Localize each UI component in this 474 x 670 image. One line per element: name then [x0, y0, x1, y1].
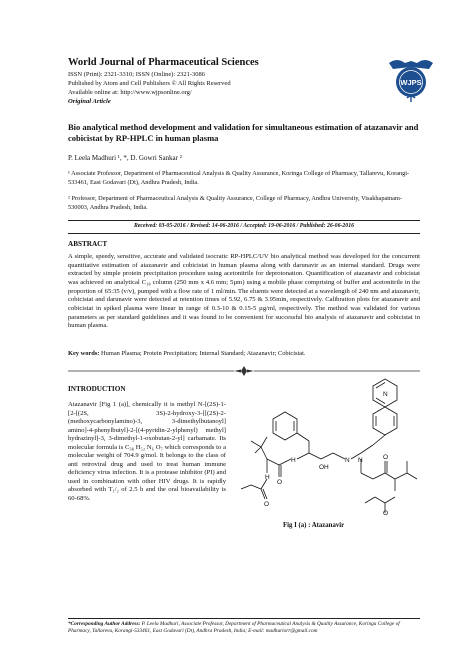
figure-caption: Fig I (a) : Atazanavir: [283, 522, 345, 529]
footnote-text: P. Leela Madhuri, Associate Professor, Department of Pharmaceutical Analysis & Quality Assurance, Koringa College of Pharmacy, Tallarevu, Korangi-533461, East Godavari (Dt), Andhra Pradesh, India; E-mail: madhuriorr@gmail.com: [68, 621, 400, 635]
atom-o-right: O: [383, 454, 389, 461]
atazanavir-structure: [235, 375, 425, 515]
atom-n-hydrazine-2: N: [358, 457, 363, 464]
footnote-rule: [68, 618, 420, 619]
corresponding-author-note: [68, 621, 420, 636]
footnote-label: *Corresponding Author Address:: [68, 621, 141, 627]
article-title: Bio analytical method development and validation for simultaneous estimation of atazanavir and cobicistat by RP-HPLC in human plasma: [68, 122, 419, 143]
dates-rule-bottom: [68, 233, 420, 234]
atom-o-carbonyl: O: [277, 479, 283, 486]
atom-n-hydrazine: N: [345, 457, 350, 464]
affiliation-1: ¹ Associate Professor, Department of Pharmaceutical Analysis & Quality Assurance, Koringa College of Pharmacy, Tallarevu, Korangi-533461, East Godavari (Dt), Andhra Pradesh, India.: [68, 170, 410, 186]
availability-line: Available online at: http://www.wjpsonline.org/: [68, 89, 192, 96]
journal-logo: [385, 55, 437, 103]
introduction-text: Atazanavir [Fig 1 (a)], chemically it is methyl N-[(2S)-1-[2-[(2S, 3S)-2-hydroxy-3-[[(2S)-2-(methoxycarbonylamino)-3, 3-dimethylbutanoyl] amino]-4-phenylbutyl]-2-[(4-pyridin-2-ylphenyl) methyl] hydrazinyl]-3, 3-dimethyl-1-oxobutan-2-yl] carbamate. Its molecular formula is C₃₈ H₅₂ N₆ O₇ which corresponds to a molecular weight of 704.9 g/mol. It belongs to the class of anti retroviral drug and used to treat human immune deficiency virus infection. It is a protease inhibitor (PI) and used in combination with other HIV drugs. It is rapidly absorbed with T₁/₂ of 2.5 h and the oral bioavailability is 60-68%.: [68, 401, 226, 503]
atom-h-carbamate: H: [265, 474, 270, 481]
atom-h-left: H: [291, 457, 296, 464]
keywords: [68, 350, 420, 357]
authors: P. Leela Madhuri ¹, *, D. Gowri Sankar ²: [68, 154, 182, 162]
introduction-heading: INTRODUCTION: [68, 385, 126, 393]
dates-rule-top: [68, 220, 420, 221]
atom-hydroxyl: OH: [319, 464, 329, 471]
atom-n-pyridine: N: [383, 391, 388, 398]
article-dates: Received: 03-05-2016 / Revised: 14-06-2016 / Accepted: 19-06-2016 / Published: 26-06-2016: [133, 223, 354, 229]
atom-o-right-carbamate: O: [383, 510, 389, 515]
abstract-heading: ABSTRACT: [68, 240, 108, 248]
affiliation-2: ² Professor, Department of Pharmaceutical Analysis & Quality Assurance, College of Pharmacy, Andhra University, Visakhapatnam-530003, Andhra Pradesh, India.: [68, 195, 402, 211]
keywords-text: Human Plasma; Protein Precipitation; Internal Standard; Atazanavir; Cobicistat.: [101, 350, 306, 357]
logo-text: WJPS: [400, 78, 422, 87]
atom-o-carbamate: O: [264, 501, 270, 508]
issn-line: ISSN (Print): 2321-3310; ISSN (Online): 2321-3086: [68, 71, 206, 78]
article-type: Original Article: [68, 98, 111, 105]
keywords-label: Key words:: [68, 350, 100, 357]
journal-name: World Journal of Pharmaceutical Sciences: [68, 57, 259, 68]
publisher-line: Published by Atom and Cell Publishers © All Rights Reserved: [68, 80, 231, 87]
abstract-text: A simple, speedy, sensitive, accurate and validated isocratic RP-HPLC/UV bio analytical method was developed for the concurrent quantitative estimation of atazanavir and cobicistat in human plasma along with darunavir as an internal standard. Drugs were extracted by simple protein precipitation procedure using acetonitrile for deprotonation. Quantification of atazanavir and cobicistat was achieved on analytical C₁₈ column (250 mm x 4.6 mm; 5µm) using a mobile phase comprising of buffer and acetonitrile in the proportion of 65:35 (v/v), pumped with a flow rate of 1 ml/min. The eluents were detected at a wavelength of 240 nm and atazanavir, cobicistat and darunavir were detected at retention times of 5.92, 6.75 & 3.95min, respectively. Calibration plots for atazanavir and cobicistat in spiked plasma were linear in range of 0.3-10 & 0.15-5 µg/ml, respectively. The method was validated for various parameters as per standard guidelines and it was found to be convenient for successful bio analysis of atazanavir and cobicistat in human plasma.: [68, 253, 420, 330]
